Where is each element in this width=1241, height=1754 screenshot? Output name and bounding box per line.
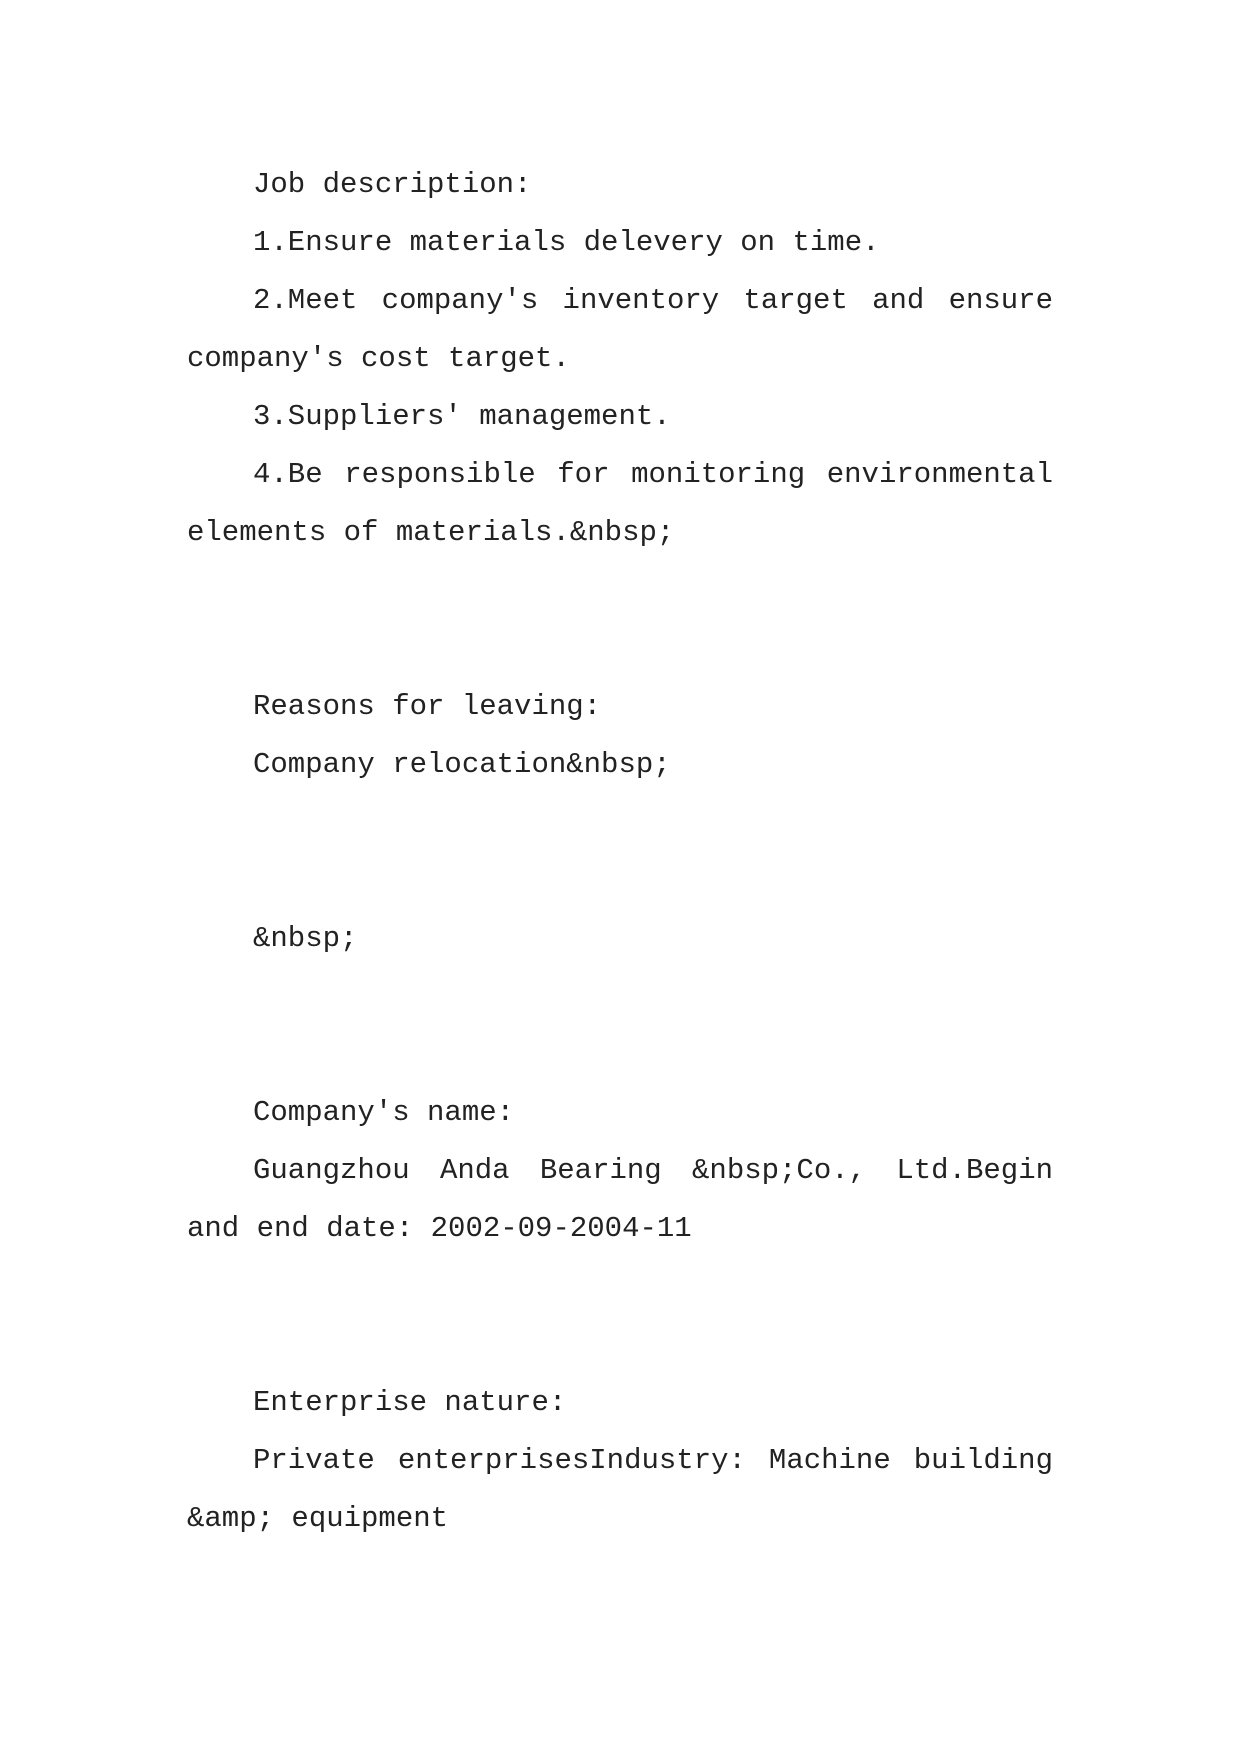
spacer bbox=[187, 968, 1053, 1084]
enterprise-nature-heading: Enterprise nature: bbox=[253, 1386, 567, 1419]
job-description-heading: Job description: bbox=[253, 168, 532, 201]
duty-item-4: 4.Be responsible for monitoring environmental elements of materials.&nbsp; bbox=[187, 458, 1053, 549]
enterprise-nature-value: Private enterprisesIndustry: Machine building &amp; equipment bbox=[187, 1444, 1053, 1535]
duty-item-2: 2.Meet company's inventory target and ensure company's cost target. bbox=[187, 284, 1053, 375]
nbsp-line: &nbsp; bbox=[253, 922, 358, 955]
document-body bbox=[187, 156, 1053, 1548]
spacer bbox=[187, 794, 1053, 910]
duty-item-1: 1.Ensure materials delevery on time. bbox=[253, 226, 880, 259]
spacer bbox=[187, 562, 1053, 678]
company-name-value: Guangzhou Anda Bearing &nbsp;Co., Ltd.Begin and end date: 2002-09-2004-11 bbox=[187, 1154, 1053, 1245]
company-name-heading: Company's name: bbox=[253, 1096, 515, 1129]
duty-item-3: 3.Suppliers' management. bbox=[253, 400, 671, 433]
reasons-heading: Reasons for leaving: bbox=[253, 690, 602, 723]
reasons-value: Company relocation&nbsp; bbox=[253, 748, 671, 781]
spacer bbox=[187, 1258, 1053, 1374]
